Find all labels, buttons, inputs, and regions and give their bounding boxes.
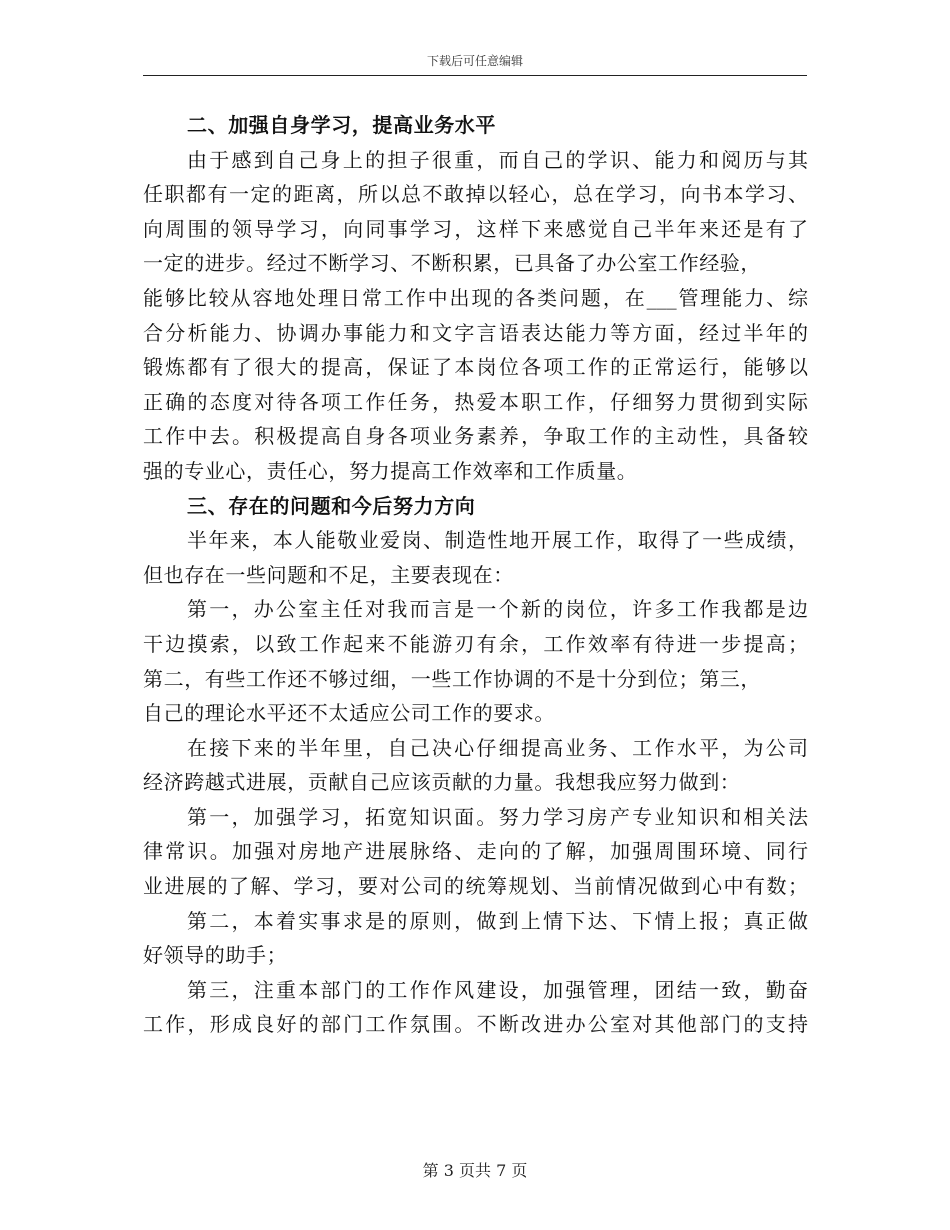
text-line: 业进展的了解、学习，要对公司的统筹规划、当前情况做到心中有数；	[143, 874, 808, 899]
text-line: 第二，有些工作还不够过细，一些工作协调的不是十分到位；第三，	[143, 666, 761, 691]
page-footer: 第 3 页共 7 页	[422, 1161, 528, 1180]
text-line: 第二，本着实事求是的原则，做到上情下达、下情上报；真正做	[187, 908, 808, 933]
text-line: 半年来，本人能敬业爱岗、制造性地开展工作，取得了一些成绩，	[187, 528, 808, 553]
text-line: 干边摸索，以致工作起来不能游刃有余，工作效率有待进一步提高；	[143, 631, 808, 656]
document-body	[143, 108, 808, 1042]
text-line: 任职都有一定的距离，所以总不敢掉以轻心，总在学习，向书本学习、	[143, 182, 808, 207]
header-rule	[143, 75, 807, 76]
text-line: 工作中去。积极提高自身各项业务素养，争取工作的主动性，具备较	[143, 424, 808, 449]
text-line: 工作，形成良好的部门工作氛围。不断改进办公室对其他部门的支持	[143, 1012, 808, 1037]
text-line: 但也存在一些问题和不足，主要表现在：	[143, 562, 514, 587]
text-line: 一定的进步。经过不断学习、不断积累，已具备了办公室工作经验，	[143, 251, 761, 276]
text-line: 好领导的助手；	[143, 943, 288, 968]
text-line: 自己的理论水平还不太适应公司工作的要求。	[143, 701, 555, 726]
text-line: 第三，注重本部门的工作作风建设，加强管理，团结一致，勤奋	[187, 977, 808, 1002]
text-line: 正确的态度对待各项工作任务，热爱本职工作，仔细努力贯彻到实际	[143, 389, 808, 414]
text-line: 能够比较从容地处理日常工作中出现的各类问题，在___管理能力、综	[143, 285, 808, 310]
text-line: 合分析能力、协调办事能力和文字言语表达能力等方面，经过半年的	[143, 320, 808, 345]
text-line: 第一，加强学习，拓宽知识面。努力学习房产专业知识和相关法	[187, 804, 808, 829]
section-heading-2: 二、加强自身学习，提高业务水平	[187, 113, 496, 137]
text-line: 在接下来的半年里，自己决心仔细提高业务、工作水平，为公司	[187, 735, 808, 760]
section-heading-3: 三、存在的问题和今后努力方向	[187, 493, 476, 518]
text-line: 强的专业心，责任心，努力提高工作效率和工作质量。	[143, 458, 638, 483]
text-line: 由于感到自己身上的担子很重，而自己的学识、能力和阅历与其	[187, 147, 808, 172]
text-line: 锻炼都有了很大的提高，保证了本岗位各项工作的正常运行，能够以	[143, 355, 808, 380]
page-header: 下载后可任意编辑	[426, 54, 523, 68]
text-line: 律常识。加强对房地产进展脉络、走向的了解，加强周围环境、同行	[143, 839, 808, 864]
text-line: 第一，办公室主任对我而言是一个新的岗位，许多工作我都是边	[187, 597, 808, 622]
text-line: 经济跨越式进展，贡献自己应该贡献的力量。我想我应努力做到：	[143, 770, 741, 795]
text-line: 向周围的领导学习，向同事学习，这样下来感觉自己半年来还是有了	[143, 216, 808, 241]
